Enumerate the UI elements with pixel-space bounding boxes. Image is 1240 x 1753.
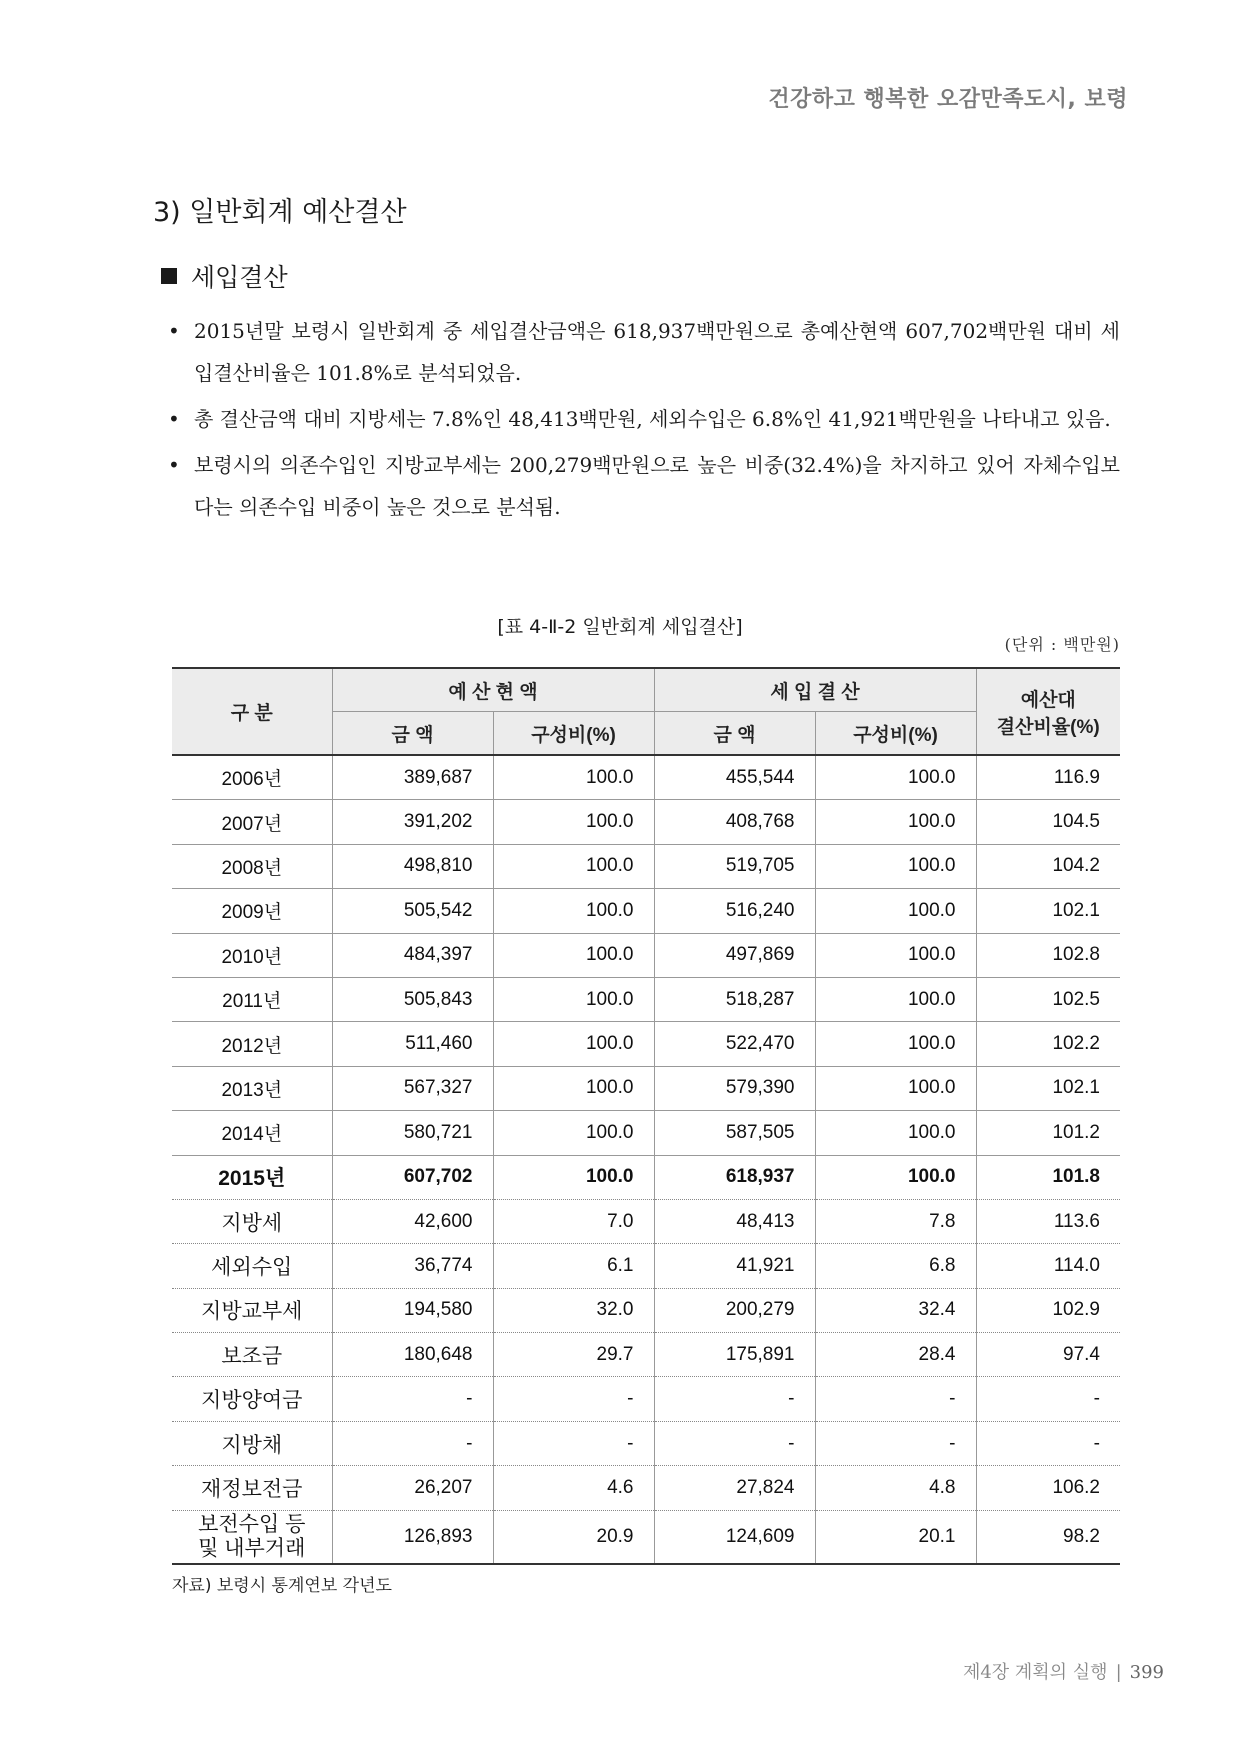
row-label: [172, 1510, 332, 1564]
square-bullet-icon: [161, 268, 177, 284]
budget-amount: 484,397: [332, 933, 493, 977]
budget-share: 20.9: [493, 1510, 654, 1564]
row-label: 2013년: [172, 1066, 332, 1110]
settlement-share: 100.0: [815, 1066, 976, 1110]
budget-share: 100.0: [493, 933, 654, 977]
settlement-amount: 518,287: [654, 977, 815, 1021]
table-row: [172, 1466, 1120, 1510]
settlement-share: 4.8: [815, 1466, 976, 1510]
running-header: 건강하고 행복한 오감만족도시, 보령: [768, 87, 1128, 112]
settlement-share: 100.0: [815, 1111, 976, 1155]
table-row: [172, 1022, 1120, 1066]
bullet-text: 보령시의 의존수입인 지방교부세는 200,279백만원으로 높은 비중(32.4%)을 차지하고 있어 자체수입보다는 의존수입 비중이 높은 것으로 분석됨.: [194, 453, 1120, 519]
settlement-share: 100.0: [815, 933, 976, 977]
bullet-dot-icon: •: [168, 319, 180, 343]
bullet-text: 2015년말 보령시 일반회계 중 세입결산금액은 618,937백만원으로 총예산현액 607,702백만원 대비 세입결산비율은 101.8%로 분석되었음.: [194, 319, 1120, 385]
settlement-ratio: 102.9: [976, 1288, 1120, 1332]
settlement-ratio: -: [976, 1421, 1120, 1465]
budget-amount: 505,843: [332, 977, 493, 1021]
bullet-item: [168, 398, 1120, 440]
row-label: 2009년: [172, 889, 332, 933]
budget-share: -: [493, 1377, 654, 1421]
row-label: 2011년: [172, 977, 332, 1021]
budget-amount: 389,687: [332, 755, 493, 800]
row-label: 2012년: [172, 1022, 332, 1066]
settlement-share: 100.0: [815, 755, 976, 800]
settlement-ratio: 97.4: [976, 1333, 1120, 1377]
header-budget-amount: 금 액: [332, 712, 493, 756]
settlement-ratio: 102.1: [976, 1066, 1120, 1110]
table-row: [172, 755, 1120, 800]
table-row: [172, 1333, 1120, 1377]
settlement-ratio: 113.6: [976, 1199, 1120, 1243]
table-caption: [표 4-Ⅱ-2 일반회계 세입결산]: [497, 616, 743, 638]
settlement-ratio: 116.9: [976, 755, 1120, 800]
table-unit-note: (단위 : 백만원): [1004, 635, 1120, 654]
settlement-ratio: 106.2: [976, 1466, 1120, 1510]
table-row: [172, 1510, 1120, 1564]
row-label-line1: 보전수입 등: [198, 1512, 306, 1536]
budget-amount: 36,774: [332, 1244, 493, 1288]
settlement-amount: 522,470: [654, 1022, 815, 1066]
bullet-text: 총 결산금액 대비 지방세는 7.8%인 48,413백만원, 세외수입은 6.8%인 41,921백만원을 나타내고 있음.: [194, 407, 1111, 431]
settlement-share: 6.8: [815, 1244, 976, 1288]
settlement-amount: 41,921: [654, 1244, 815, 1288]
settlement-amount: 516,240: [654, 889, 815, 933]
budget-amount: -: [332, 1377, 493, 1421]
settlement-ratio: 101.2: [976, 1111, 1120, 1155]
budget-amount: 607,702: [332, 1155, 493, 1199]
table-header-row: [172, 668, 1120, 712]
budget-amount: 511,460: [332, 1022, 493, 1066]
settlement-share: 28.4: [815, 1333, 976, 1377]
budget-share: 7.0: [493, 1199, 654, 1243]
table-row: [172, 844, 1120, 888]
settlement-share: 100.0: [815, 977, 976, 1021]
table-row-total: [172, 1155, 1120, 1199]
header-ratio-line1: 예산대: [1020, 689, 1076, 711]
bullet-item: [168, 310, 1120, 394]
bullet-dot-icon: •: [168, 453, 180, 477]
subsection-title: [161, 258, 288, 294]
budget-share: 100.0: [493, 977, 654, 1021]
row-label: 지방양여금: [172, 1377, 332, 1421]
budget-amount: 126,893: [332, 1510, 493, 1564]
settlement-amount: 124,609: [654, 1510, 815, 1564]
header-budget-share: 구성비(%): [493, 712, 654, 756]
row-label: 2006년: [172, 755, 332, 800]
budget-share: 29.7: [493, 1333, 654, 1377]
footer-separator: |: [1115, 1662, 1122, 1683]
table-row: [172, 889, 1120, 933]
budget-share: 100.0: [493, 755, 654, 800]
header-budget-group: 예 산 현 액: [332, 668, 654, 712]
table-row: [172, 977, 1120, 1021]
budget-share: 6.1: [493, 1244, 654, 1288]
table-row: [172, 800, 1120, 844]
table-row: [172, 1421, 1120, 1465]
settlement-ratio: 104.2: [976, 844, 1120, 888]
settlement-share: 100.0: [815, 889, 976, 933]
page-footer: [963, 1658, 1164, 1684]
settlement-amount: -: [654, 1377, 815, 1421]
settlement-ratio: 102.2: [976, 1022, 1120, 1066]
header-category: 구 분: [172, 668, 332, 755]
settlement-share: 32.4: [815, 1288, 976, 1332]
settlement-amount: 587,505: [654, 1111, 815, 1155]
budget-amount: 580,721: [332, 1111, 493, 1155]
table-row: [172, 1111, 1120, 1155]
budget-share: 100.0: [493, 1066, 654, 1110]
bullet-dot-icon: •: [168, 407, 180, 431]
revenue-settlement-table: [172, 667, 1120, 1565]
settlement-share: 100.0: [815, 1022, 976, 1066]
budget-amount: 26,207: [332, 1466, 493, 1510]
settlement-amount: 519,705: [654, 844, 815, 888]
header-settlement-share: 구성비(%): [815, 712, 976, 756]
settlement-ratio: -: [976, 1377, 1120, 1421]
settlement-share: 100.0: [815, 800, 976, 844]
budget-share: -: [493, 1421, 654, 1465]
settlement-share: -: [815, 1377, 976, 1421]
budget-share: 100.0: [493, 889, 654, 933]
settlement-amount: 48,413: [654, 1199, 815, 1243]
settlement-share: 7.8: [815, 1199, 976, 1243]
budget-amount: 180,648: [332, 1333, 493, 1377]
budget-amount: 505,542: [332, 889, 493, 933]
budget-amount: 498,810: [332, 844, 493, 888]
bullet-item: [168, 444, 1120, 528]
row-label: 2015년: [172, 1155, 332, 1199]
table-row: [172, 933, 1120, 977]
budget-share: 100.0: [493, 844, 654, 888]
row-label: 세외수입: [172, 1244, 332, 1288]
budget-amount: 42,600: [332, 1199, 493, 1243]
budget-share: 100.0: [493, 1022, 654, 1066]
settlement-amount: 200,279: [654, 1288, 815, 1332]
row-label: 2008년: [172, 844, 332, 888]
row-label: 지방교부세: [172, 1288, 332, 1332]
settlement-share: -: [815, 1421, 976, 1465]
row-label: 2014년: [172, 1111, 332, 1155]
header-ratio-line2: 결산비율(%): [996, 716, 1100, 738]
settlement-amount: 497,869: [654, 933, 815, 977]
budget-amount: -: [332, 1421, 493, 1465]
table-row: [172, 1066, 1120, 1110]
header-ratio: [976, 668, 1120, 755]
table-row: [172, 1377, 1120, 1421]
settlement-ratio: 102.8: [976, 933, 1120, 977]
budget-share: 4.6: [493, 1466, 654, 1510]
budget-amount: 194,580: [332, 1288, 493, 1332]
row-label: 2007년: [172, 800, 332, 844]
header-settlement-amount: 금 액: [654, 712, 815, 756]
settlement-ratio: 102.5: [976, 977, 1120, 1021]
row-label: 보조금: [172, 1333, 332, 1377]
subsection-label: 세입결산: [191, 263, 288, 292]
budget-amount: 391,202: [332, 800, 493, 844]
settlement-share: 100.0: [815, 1155, 976, 1199]
settlement-ratio: 102.1: [976, 889, 1120, 933]
settlement-amount: 27,824: [654, 1466, 815, 1510]
budget-share: 32.0: [493, 1288, 654, 1332]
budget-share: 100.0: [493, 1155, 654, 1199]
settlement-amount: 579,390: [654, 1066, 815, 1110]
settlement-ratio: 101.8: [976, 1155, 1120, 1199]
budget-share: 100.0: [493, 800, 654, 844]
settlement-amount: 175,891: [654, 1333, 815, 1377]
budget-amount: 567,327: [332, 1066, 493, 1110]
settlement-amount: -: [654, 1421, 815, 1465]
summary-bullets: [168, 310, 1120, 532]
settlement-share: 20.1: [815, 1510, 976, 1564]
row-label: 2010년: [172, 933, 332, 977]
settlement-ratio: 104.5: [976, 800, 1120, 844]
table-row: [172, 1244, 1120, 1288]
settlement-amount: 408,768: [654, 800, 815, 844]
budget-share: 100.0: [493, 1111, 654, 1155]
settlement-amount: 618,937: [654, 1155, 815, 1199]
section-title: 3) 일반회계 예산결산: [153, 197, 407, 228]
table-source-note: 자료) 보령시 통계연보 각년도: [172, 1576, 392, 1596]
row-label: 지방채: [172, 1421, 332, 1465]
row-label: 재정보전금: [172, 1466, 332, 1510]
settlement-ratio: 98.2: [976, 1510, 1120, 1564]
settlement-ratio: 114.0: [976, 1244, 1120, 1288]
settlement-amount: 455,544: [654, 755, 815, 800]
row-label-line2: 및 내부거래: [198, 1536, 306, 1560]
row-label: 지방세: [172, 1199, 332, 1243]
footer-chapter: 제4장 계획의 실행: [962, 1662, 1108, 1683]
header-settlement-group: 세 입 결 산: [654, 668, 976, 712]
settlement-share: 100.0: [815, 844, 976, 888]
table-row: [172, 1199, 1120, 1243]
table-row: [172, 1288, 1120, 1332]
page-number: 399: [1129, 1662, 1164, 1683]
